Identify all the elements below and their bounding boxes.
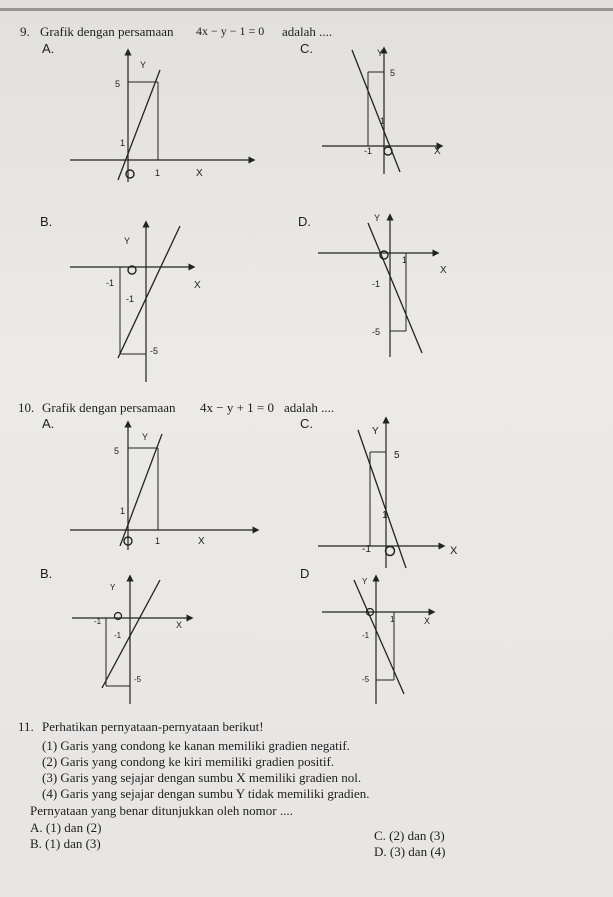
q9-text-after: adalah ....	[282, 24, 333, 39]
tick-label-1: 1	[390, 615, 395, 624]
q9-number: 9.	[20, 24, 30, 39]
axis-x-label: X	[198, 536, 205, 547]
q9-option-b-label: B.	[40, 214, 53, 229]
tick-label-neg1: -1	[364, 146, 373, 156]
q11-intro: Perhatikan pernyataan-pernyataan berikut!	[42, 719, 264, 734]
tick-label-neg5: -5	[372, 327, 381, 337]
q10-graph-a	[62, 424, 205, 554]
axis-y-label: Y	[124, 236, 131, 246]
axis-x-label: X	[424, 616, 431, 626]
tick-label-neg1: -1	[362, 544, 371, 555]
q9-graph-a	[60, 52, 210, 187]
axis-x-label: X	[450, 545, 458, 557]
tick-label-5: 5	[394, 450, 400, 461]
tick-label-1: 1	[382, 510, 388, 521]
tick-label-neg1: -1	[94, 617, 102, 626]
q11-statement-3: (3) Garis yang sejajar dengan sumbu X memiliki gradien nol.	[42, 770, 362, 785]
q11-choice-a: A. (1) dan (2)	[30, 820, 102, 835]
tick-label-5: 5	[115, 79, 121, 89]
q11-statement-2: (2) Garis yang condong ke kiri memiliki gradien positif.	[42, 754, 335, 769]
axis-x-label: X	[434, 146, 441, 157]
q10-graph-b	[72, 576, 212, 706]
tick-label-5: 5	[390, 68, 396, 78]
q10-option-a-label: A.	[42, 416, 55, 431]
tick-label-neg5: -5	[150, 346, 159, 356]
q9-option-a-label: A.	[42, 41, 55, 56]
q10-option-d-label: D	[300, 566, 310, 581]
axis-y-label: Y	[142, 432, 149, 442]
q11-question: Pernyataan yang benar ditunjukkan oleh nomor ....	[30, 803, 293, 818]
tick-label-neg1: -1	[114, 631, 122, 640]
q11-statement-1: (1) Garis yang condong ke kanan memiliki gradien negatif.	[42, 738, 350, 753]
q10-text-before: Grafik dengan persamaan	[42, 400, 176, 415]
tick-label-neg1: -1	[362, 631, 370, 640]
axis-y-label: Y	[362, 577, 368, 586]
tick-label-1: 1	[155, 536, 161, 546]
origin-marker	[384, 147, 392, 155]
q9-graph-c	[322, 50, 462, 180]
q9-option-d-label: D.	[298, 214, 311, 229]
axis-y-label: Y	[374, 213, 381, 223]
q9-equation: 4x − y − 1 = 0	[196, 24, 265, 38]
q9-option-c-label: C.	[300, 41, 313, 56]
q10-graph-d	[322, 576, 462, 706]
q11-statement-4: (4) Garis yang sejajar dengan sumbu Y tidak memiliki gradien.	[42, 786, 370, 801]
q11-choice-c: C. (2) dan (3)	[374, 828, 445, 843]
axis-x-label: X	[194, 280, 201, 291]
axis-y-label: Y	[377, 48, 384, 58]
tick-label-neg5: -5	[134, 675, 142, 684]
q10-equation: 4x − y + 1 = 0	[200, 400, 274, 415]
q10-graph-c	[318, 420, 468, 570]
tick-label-1: 1	[155, 168, 161, 178]
q11-number: 11.	[18, 719, 34, 734]
tick-label-neg1: -1	[126, 294, 135, 304]
axis-x-label: X	[196, 168, 203, 179]
tick-label-1: 1	[380, 116, 386, 126]
axis-y-label: Y	[110, 583, 116, 592]
tick-label-neg5: -5	[362, 675, 370, 684]
origin-marker	[386, 547, 395, 556]
q11-choice-b: B. (1) dan (3)	[30, 836, 101, 851]
tick-label-neg1: -1	[106, 278, 115, 288]
axis-y-label: Y	[140, 60, 147, 70]
tick-label-1: 1	[120, 138, 126, 148]
q10-option-b-label: B.	[40, 566, 53, 581]
q10-option-c-label: C.	[300, 416, 313, 431]
page-top-rule	[0, 8, 613, 11]
origin-marker	[126, 170, 134, 178]
axis-y-label: Y	[372, 426, 379, 437]
tick-label-neg1: -1	[372, 279, 381, 289]
q10-number: 10.	[18, 400, 35, 415]
tick-label-5: 5	[114, 446, 120, 456]
q9-text-before: Grafik dengan persamaan	[40, 24, 174, 39]
tick-label-1: 1	[402, 255, 408, 265]
q9-graph-b	[70, 222, 210, 387]
axis-x-label: X	[440, 265, 447, 276]
tick-label-1: 1	[120, 506, 126, 516]
q9-graph-d	[318, 215, 468, 365]
q10-text-after: adalah ....	[284, 400, 335, 415]
q11-choice-d: D. (3) dan (4)	[374, 844, 446, 859]
axis-x-label: X	[176, 620, 183, 630]
